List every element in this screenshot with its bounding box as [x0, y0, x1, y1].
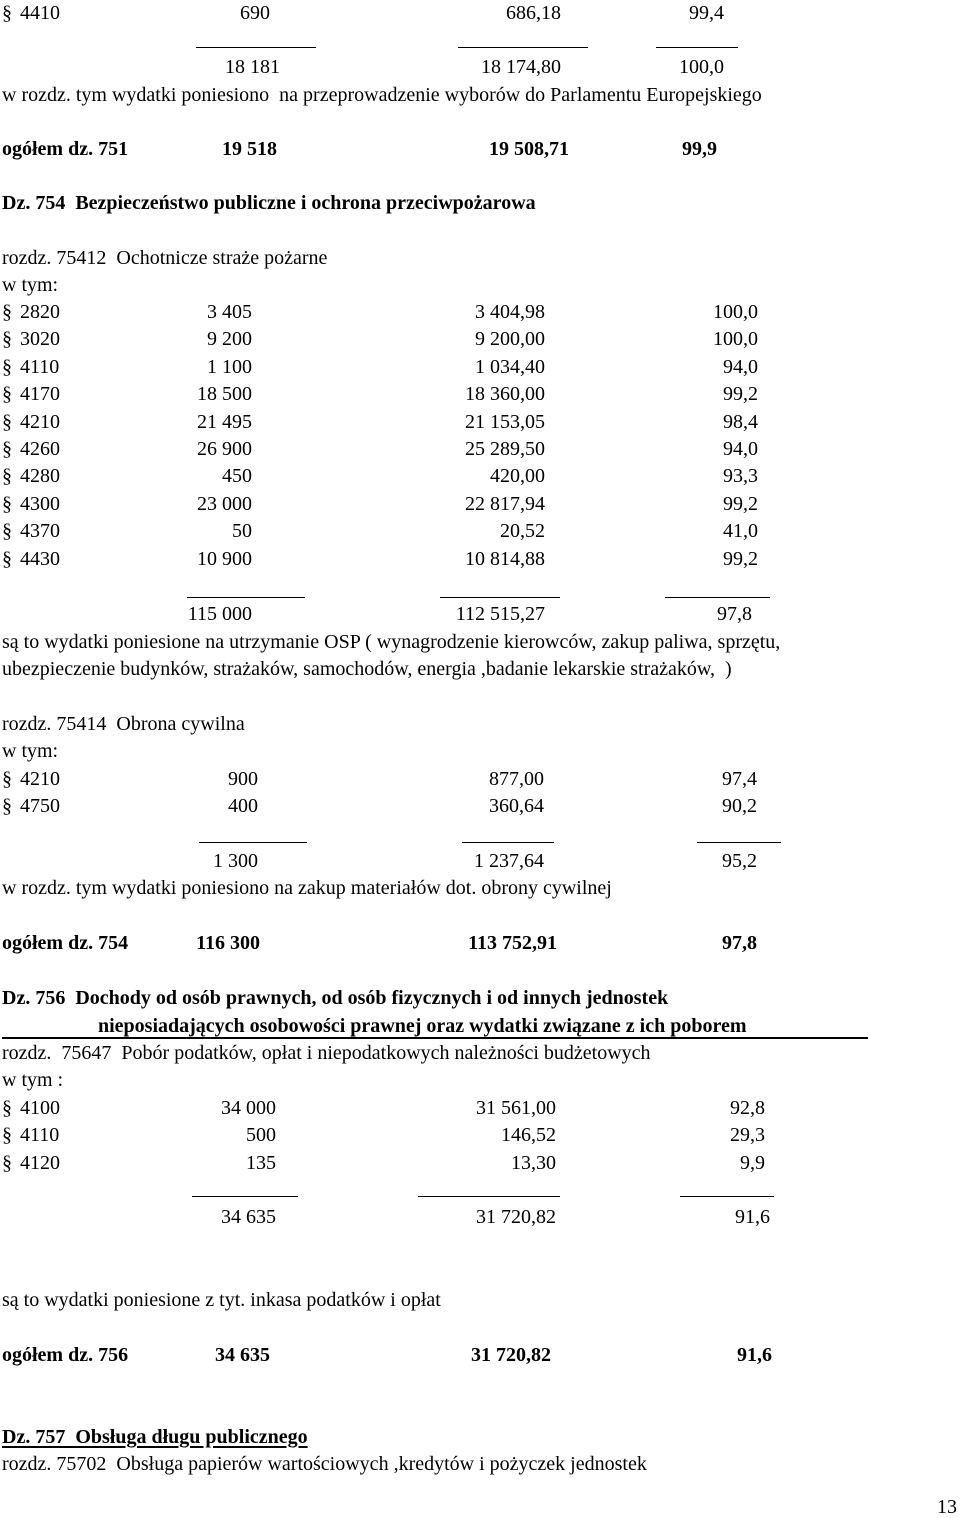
paragraph-code: 2820	[20, 301, 60, 323]
paragraph-sign: §	[2, 465, 12, 488]
division-total-plan: 34 635	[215, 1344, 270, 1366]
total-executed: 1 237,64	[474, 850, 544, 872]
plan-value: 3 405	[207, 301, 252, 323]
plan-value: 900	[228, 768, 258, 790]
paragraph-code: 4370	[20, 520, 60, 543]
sum-rule	[418, 1196, 560, 1197]
paragraph-sign: §	[2, 301, 12, 323]
paragraph-code: 4260	[20, 438, 60, 460]
wtym-label: w tym :	[2, 1069, 64, 1091]
division-title-continued: nieposiadających osobowości prawnej oraz wydatki związane z ich poborem	[98, 1015, 747, 1037]
title-underline	[2, 1037, 868, 1039]
executed-value: 31 561,00	[476, 1097, 556, 1119]
paragraph-sign: §	[2, 1124, 12, 1147]
percent-value: 99,2	[723, 547, 758, 570]
paragraph-code: 4120	[20, 1151, 60, 1174]
plan-value: 1 100	[207, 355, 252, 378]
division-total-percent: 97,8	[722, 932, 757, 954]
executed-value: 10 814,88	[465, 547, 545, 570]
division-title: Dz. 757 Obsługa długu publicznego	[2, 1426, 308, 1448]
plan-value: 10 900	[197, 547, 252, 570]
paragraph-sign: §	[2, 438, 12, 460]
executed-value: 13,30	[511, 1151, 556, 1174]
percent-value: 99,2	[723, 492, 758, 515]
plan-value: 500	[246, 1124, 276, 1147]
wtym-label: w tym:	[2, 274, 59, 296]
plan-value: 18 500	[197, 383, 252, 406]
paragraph-sign: §	[2, 383, 12, 406]
paragraph-sign: §	[2, 520, 12, 543]
executed-value: 25 289,50	[465, 438, 545, 460]
total-plan: 1 300	[213, 850, 258, 872]
division-total-plan: 116 300	[196, 932, 260, 954]
percent-value: 93,3	[723, 465, 758, 488]
total-executed: 18 174,80	[481, 56, 561, 78]
sum-rule	[665, 597, 770, 598]
plan-value: 400	[228, 795, 258, 818]
paragraph-code: 4750	[20, 795, 60, 818]
paragraph-code: 4110	[20, 1124, 60, 1147]
executed-value: 146,52	[501, 1124, 556, 1147]
percent-value: 99,4	[689, 2, 724, 24]
percent-value: 92,8	[730, 1097, 765, 1119]
sum-rule	[196, 47, 316, 48]
sum-rule	[187, 597, 305, 598]
division-total-executed: 113 752,91	[468, 932, 557, 954]
executed-value: 420,00	[490, 465, 545, 488]
chapter-note: są to wydatki poniesione na utrzymanie OSP ( wynagrodzenie kierowców, zakup paliwa, sprzętu,	[2, 631, 781, 653]
chapter-heading: rozdz. 75412 Ochotnicze straże pożarne	[2, 247, 328, 269]
executed-value: 3 404,98	[475, 301, 545, 323]
executed-value: 21 153,05	[465, 410, 545, 433]
plan-value: 690	[240, 2, 270, 24]
chapter-note: w rozdz. tym wydatki poniesiono na zakup materiałów dot. obrony cywilnej	[2, 877, 612, 899]
paragraph-code: 4300	[20, 492, 60, 515]
total-percent: 97,8	[717, 603, 752, 625]
division-total-plan: 19 518	[222, 138, 277, 160]
paragraph-sign: §	[2, 355, 12, 378]
paragraph-sign: §	[2, 1151, 12, 1174]
percent-value: 94,0	[723, 438, 758, 460]
paragraph-code: 4100	[20, 1097, 60, 1119]
percent-value: 29,3	[730, 1124, 765, 1147]
paragraph-code: 4210	[20, 768, 60, 790]
sum-rule	[199, 842, 307, 843]
page-number: 13	[937, 1496, 957, 1518]
paragraph-code: 4280	[20, 465, 60, 488]
percent-value: 41,0	[723, 520, 758, 543]
executed-value: 22 817,94	[465, 492, 545, 515]
percent-value: 94,0	[723, 355, 758, 378]
chapter-heading: rozdz. 75414 Obrona cywilna	[2, 713, 245, 735]
total-percent: 100,0	[679, 56, 724, 78]
percent-value: 99,2	[723, 383, 758, 406]
sum-rule	[440, 597, 560, 598]
paragraph-sign: §	[2, 328, 12, 351]
plan-value: 450	[222, 465, 252, 488]
paragraph-code: 4210	[20, 410, 60, 433]
percent-value: 9,9	[740, 1151, 765, 1174]
percent-value: 97,4	[722, 768, 757, 790]
executed-value: 18 360,00	[465, 383, 545, 406]
percent-value: 98,4	[723, 410, 758, 433]
division-total-executed: 19 508,71	[489, 138, 569, 160]
executed-value: 20,52	[500, 520, 545, 543]
executed-value: 360,64	[489, 795, 544, 818]
sum-rule	[462, 842, 554, 843]
total-executed: 112 515,27	[455, 603, 545, 625]
chapter-heading: rozdz. 75647 Pobór podatków, opłat i niepodatkowych należności budżetowych	[2, 1042, 651, 1064]
plan-value: 9 200	[207, 328, 252, 351]
plan-value: 21 495	[197, 410, 252, 433]
total-plan: 18 181	[225, 56, 280, 78]
executed-value: 1 034,40	[475, 355, 545, 378]
division-title: Dz. 756 Dochody od osób prawnych, od osób fizycznych i od innych jednostek	[2, 987, 669, 1009]
paragraph-code: 4410	[20, 2, 60, 24]
percent-value: 100,0	[713, 301, 758, 323]
division-total-label: ogółem dz. 756	[2, 1344, 129, 1366]
division-total-percent: 99,9	[682, 138, 717, 160]
total-percent: 95,2	[722, 850, 757, 872]
chapter-note: są to wydatki poniesione z tyt. inkasa podatków i opłat	[2, 1289, 441, 1311]
division-total-label: ogółem dz. 754	[2, 932, 129, 954]
executed-value: 877,00	[489, 768, 544, 790]
paragraph-code: 4110	[20, 355, 60, 378]
paragraph-sign: §	[2, 492, 12, 515]
section-note: w rozdz. tym wydatki poniesiono na przeprowadzenie wyborów do Parlamentu Europejskiego	[2, 84, 762, 106]
division-total-label: ogółem dz. 751	[2, 138, 129, 160]
plan-value: 135	[246, 1151, 276, 1174]
plan-value: 23 000	[197, 492, 252, 515]
paragraph-sign: §	[2, 547, 12, 570]
paragraph-sign: §	[2, 1097, 12, 1119]
plan-value: 26 900	[197, 438, 252, 460]
plan-value: 34 000	[221, 1097, 276, 1119]
sum-rule	[458, 47, 588, 48]
chapter-heading: rozdz. 75702 Obsługa papierów wartościowych ,kredytów i pożyczek jednostek	[2, 1453, 647, 1475]
plan-value: 50	[232, 520, 252, 543]
paragraph-sign: §	[2, 795, 12, 818]
division-title: Dz. 754 Bezpieczeństwo publiczne i ochrona przeciwpożarowa	[2, 192, 536, 214]
executed-value: 9 200,00	[475, 328, 545, 351]
wtym-label: w tym:	[2, 740, 59, 762]
sum-rule	[697, 842, 781, 843]
division-total-percent: 91,6	[737, 1344, 772, 1366]
division-total-executed: 31 720,82	[471, 1344, 551, 1366]
chapter-note: ubezpieczenie budynków, strażaków, samochodów, energia ,badanie lekarskie strażaków, )	[2, 658, 732, 680]
paragraph-sign: §	[2, 768, 12, 790]
paragraph-code: 4430	[20, 547, 60, 570]
percent-value: 100,0	[713, 328, 758, 351]
paragraph-sign: §	[2, 2, 12, 24]
percent-value: 90,2	[722, 795, 757, 818]
executed-value: 686,18	[506, 2, 561, 24]
total-executed: 31 720,82	[476, 1206, 556, 1228]
sum-rule	[656, 47, 738, 48]
paragraph-code: 3020	[20, 328, 60, 351]
total-plan: 115 000	[187, 603, 252, 625]
total-plan: 34 635	[221, 1206, 276, 1228]
paragraph-code: 4170	[20, 383, 60, 406]
paragraph-sign: §	[2, 410, 12, 433]
sum-rule	[192, 1196, 298, 1197]
total-percent: 91,6	[735, 1206, 770, 1228]
sum-rule	[680, 1196, 774, 1197]
